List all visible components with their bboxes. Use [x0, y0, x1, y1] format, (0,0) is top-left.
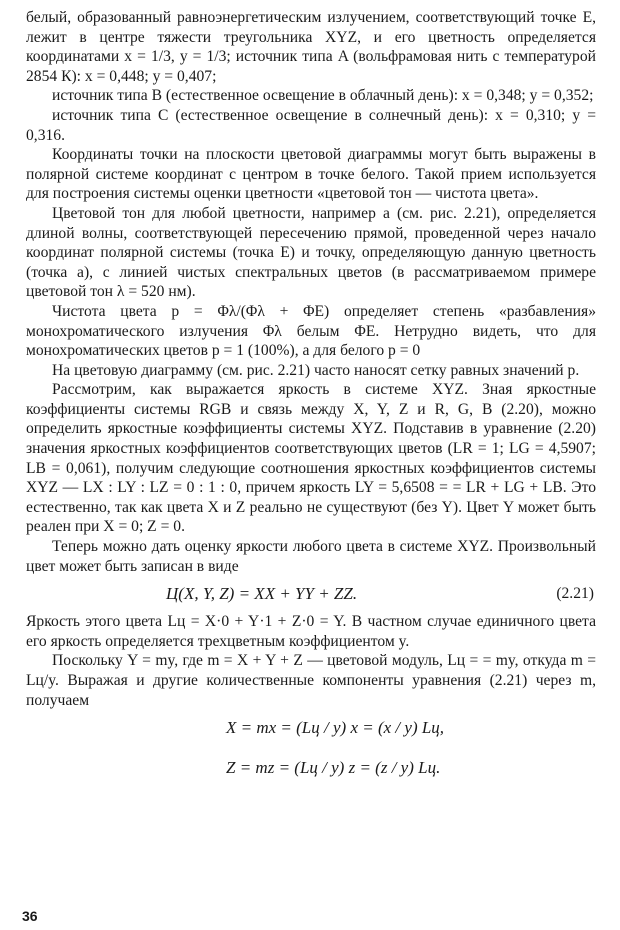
paragraph: Цветовой тон для любой цветности, например a (см. рис. 2.21), определяется длиной волны, соответствующей пересечению прямой, проведенной через начало координат полярной системы (точка E) и точку, определяющую данную цветность (точка a), с линией чистых спектральных цветов (в рассматриваемом примере цветовой тон λ = 520 нм). [26, 204, 596, 301]
paragraph: Координаты точки на плоскости цветовой диаграммы могут быть выражены в полярной системе координат с центром в точке белого. Такой прием используется для построения системы оценки цветности «цветовой тон — чистота цвета». [26, 146, 596, 203]
paragraph: Яркость этого цвета Lц = X·0 + Y·1 + Z·0 = Y. В частном случае единичного цвета его яркость определяется трехцветным коэффициентом y. [26, 613, 596, 650]
paragraph: Чистота цвета p = Φλ/(Φλ + ΦE) определяет степень «разбавления» монохроматического излучения Φλ белым ΦE. Нетрудно видеть, что для монохроматических цветов p = 1 (100%), а для белого p = 0 [26, 302, 596, 360]
paragraph: Поскольку Y = my, где m = X + Y + Z — цветовой модуль, Lц = = my, откуда m = Lц/y. Выражая и другие количественные компоненты уравнения (2.21) через m, получаем [26, 652, 596, 709]
equation-x-expression: X = mx = (Lц / y) x = (x / y) Lц, [226, 718, 445, 738]
page-number: 36 [22, 908, 38, 924]
paragraph: Рассмотрим, как выражается яркость в системе XYZ. Зная яркостные коэффициенты системы RGB и связь между X, Y, Z и R, G, B (2.20), можно определить яркостные коэффициенты системы XYZ. Подставив в уравнение (2.20) значения яркостных коэффициентов соответствующих цветов (LR = 1; LG = 4,5907; LB = 0,061), получим следующие соотношения яркостных коэффициентов системы XYZ — LX : LY : LZ = 0 : 1 : 0, причем яркость LY = 5,6508 = = LR + LG + LB. Это естественно, так как цвета X и Z реально не существуют (без Y). Цвет Y может быть реален при X = 0; Z = 0. [26, 381, 596, 536]
body-text [26, 8, 596, 576]
paragraph: На цветовую диаграмму (см. рис. 2.21) часто наносят сетку равных значений p. [52, 361, 580, 379]
equation-number: (2.21) [556, 585, 594, 603]
equation-z [26, 750, 596, 790]
body-text-continued [26, 612, 596, 710]
equation-x [26, 710, 596, 750]
equation-z-expression: Z = mz = (Lц / y) z = (z / y) Lц. [226, 758, 441, 778]
paragraph: источник типа C (естественное освещение в солнечный день): x = 0,310; y = 0,316. [26, 106, 596, 144]
equation-2-21 [26, 582, 596, 608]
paragraph: Теперь можно дать оценку яркости любого цвета в системе XYZ. Произвольный цвет может быть записан в виде [26, 538, 596, 575]
paragraph: источник типа B (естественное освещение в облачный день): x = 0,348; y = 0,352; [52, 87, 594, 105]
equation-expression: Ц(X, Y, Z) = XX + YY + ZZ. [166, 584, 358, 604]
paragraph: белый, образованный равноэнергетическим излучением, соответствующий точке E, лежит в центре тяжести треугольника XYZ, и его цветность определяется координатами x = 1/3, y = 1/3; источник типа A (вольфрамовая нить с температурой 2854 К): x = 0,448; y = 0,407; [26, 9, 596, 85]
